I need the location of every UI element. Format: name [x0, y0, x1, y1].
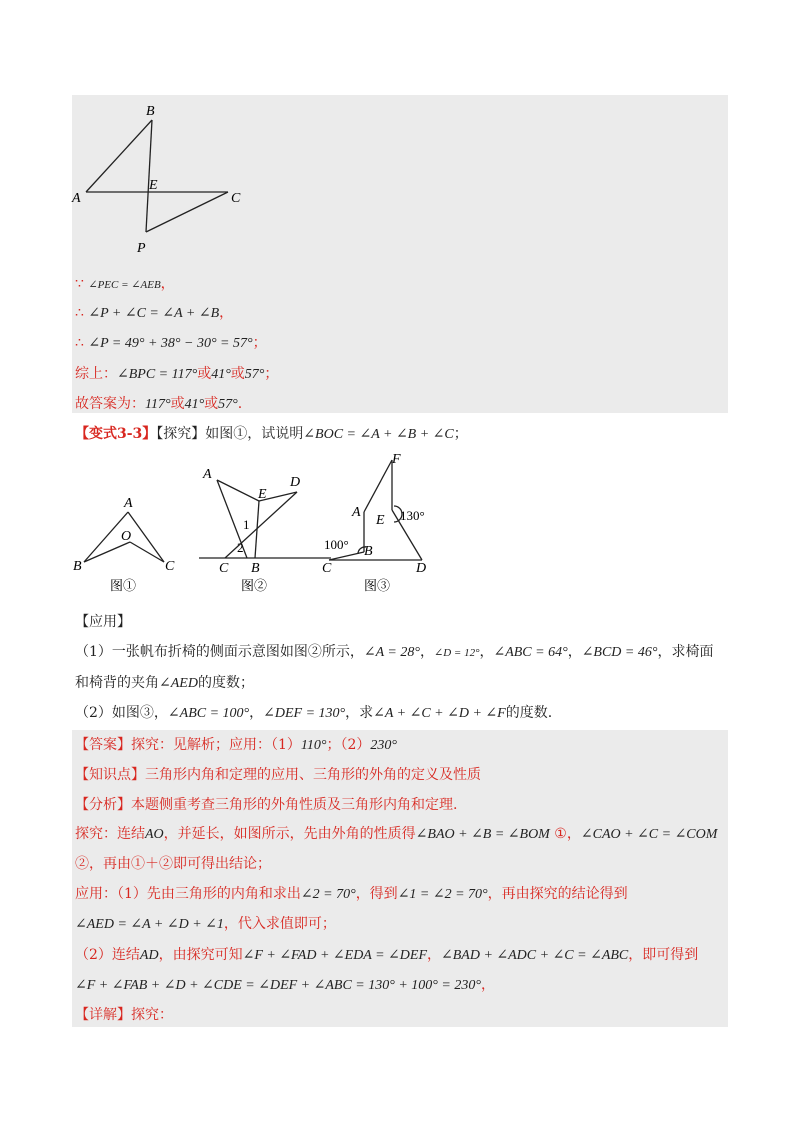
fig3-angle-100: 100° — [324, 537, 349, 552]
fig1-label-c: C — [165, 559, 175, 574]
apply-title: 【应用】 — [75, 614, 131, 630]
explanation-line-4: ∠AED = ∠A + ∠D + ∠1，代入求值即可； — [75, 916, 336, 932]
question-1-line-2: 和椅背的夹角∠AED的度数； — [75, 675, 254, 691]
explanation-line-2: ②，再由①＋②即可得出结论； — [75, 856, 271, 872]
figure-3 — [318, 448, 436, 596]
explanation-line-5: （2）连结AD，由探究可知∠F + ∠FAD + ∠EDA = ∠DEF，∠BAD + ∠ADC + ∠C = ∠ABC，即可得到 — [75, 947, 699, 963]
fig3-label-c: C — [322, 561, 332, 576]
fig1-label-a: A — [124, 496, 133, 511]
fig3-label-b: B — [364, 544, 373, 559]
fig2-label-2: 2 — [237, 540, 244, 555]
fig3-label-a: A — [352, 505, 361, 520]
fig2-label-1: 1 — [243, 517, 250, 532]
point-label-a: A — [72, 191, 81, 206]
fig3-label-d: D — [416, 561, 427, 576]
variant-tag: 【变式3-3】 — [75, 426, 157, 442]
explanation-line-6: ∠F + ∠FAB + ∠D + ∠CDE = ∠DEF + ∠ABC = 130° + 100° = 230°， — [75, 977, 495, 993]
figure-top — [70, 98, 260, 260]
answer-line: 【答案】探究：见解析；应用：（1）110°；（2）230° — [75, 737, 397, 753]
analysis-line: 【分析】本题侧重考查三角形的外角性质及三角形内角和定理. — [75, 797, 458, 813]
fig2-label-e: E — [258, 487, 267, 502]
fig3-label-f: F — [392, 452, 401, 467]
point-label-b: B — [146, 104, 155, 119]
figure-1 — [70, 492, 182, 596]
explanation-line-1: 探究：连结AO，并延长，如图所示，先由外角的性质得∠BAO + ∠B = ∠BOM ①，∠CAO + ∠C = ∠COM — [75, 826, 718, 842]
fig2-caption: 图② — [241, 578, 268, 593]
question-2: （2）如图③，∠ABC = 100°，∠DEF = 130°，求∠A + ∠C + ∠D + ∠F的度数. — [75, 705, 553, 721]
point-label-p: P — [137, 241, 146, 256]
fig2-label-b: B — [251, 561, 260, 576]
explanation-line-3: 应用：（1）先由三角形的内角和求出∠2 = 70°，得到∠1 = ∠2 = 70°，再由探究的结论得到 — [75, 886, 628, 902]
solution-line-5: 故答案为：117°或41°或57°. — [75, 396, 243, 412]
point-label-c: C — [231, 191, 241, 206]
solution-line-3: ∴ ∠P = 49° + 38° − 30° = 57°； — [75, 335, 267, 351]
figure-2 — [195, 466, 335, 596]
solution-line-4: 综上：∠BPC = 117°或41°或57°； — [75, 366, 279, 382]
fig1-caption: 图① — [110, 578, 137, 593]
fig2-label-d: D — [290, 475, 301, 490]
fig1-label-o: O — [121, 529, 132, 544]
problem-header: 【变式3-3】【探究】如图①，试说明∠BOC = ∠A + ∠B + ∠C； — [75, 426, 468, 442]
fig3-caption: 图③ — [364, 578, 391, 593]
fig3-label-e: E — [376, 513, 385, 528]
detail-line: 【详解】探究： — [75, 1007, 173, 1023]
solution-line-2: ∴ ∠P + ∠C = ∠A + ∠B， — [75, 305, 234, 321]
point-label-e: E — [149, 178, 158, 193]
fig1-label-b: B — [73, 559, 82, 574]
solution-line-1: ∵ ∠PEC = ∠AEB， — [75, 276, 175, 292]
fig2-label-c: C — [219, 561, 229, 576]
knowledge-line: 【知识点】三角形内角和定理的应用、三角形的外角的定义及性质 — [75, 767, 481, 783]
fig2-label-a: A — [203, 467, 212, 482]
fig3-angle-130: 130° — [400, 508, 425, 523]
question-1-line-1: （1）一张帆布折椅的侧面示意图如图②所示，∠A = 28°，∠D = 12°，∠ABC = 64°，∠BCD = 46°，求椅面 — [75, 644, 714, 660]
